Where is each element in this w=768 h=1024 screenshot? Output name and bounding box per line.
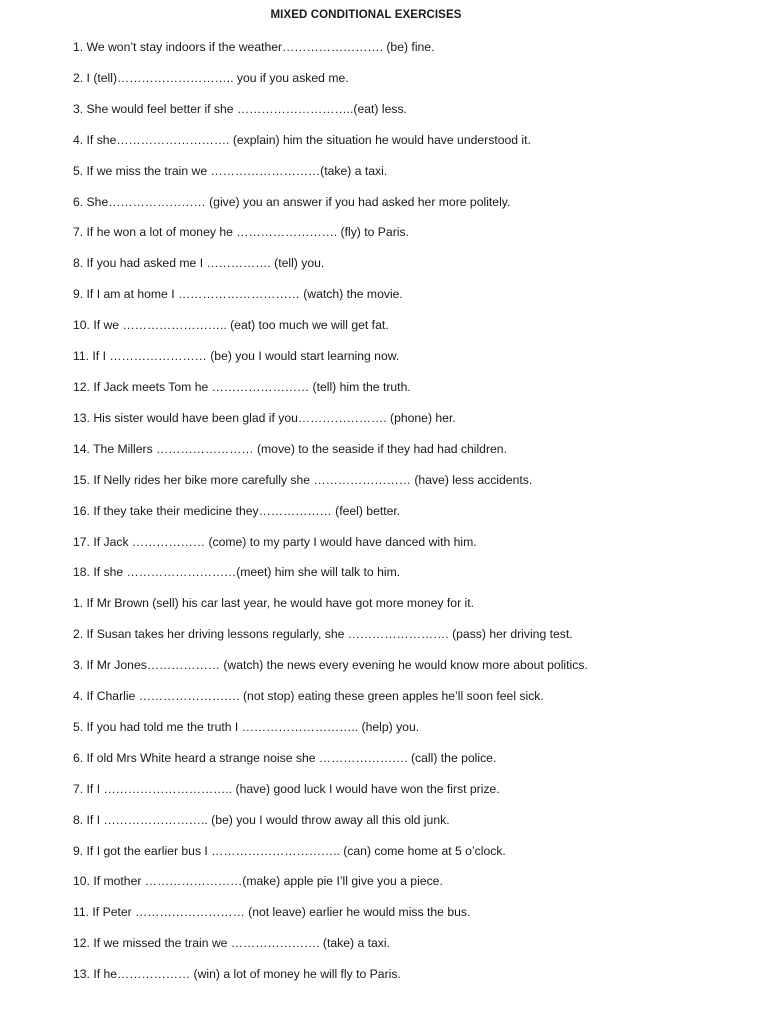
exercise-list [73, 39, 733, 997]
exercise-item: 12. If Jack meets Tom he …………………… (tell) him the truth. [73, 379, 411, 394]
exercise-item: 6. She…………………… (give) you an answer if you had asked her more politely. [73, 194, 511, 209]
exercise-item: 10. If we …………………….. (eat) too much we will get fat. [73, 318, 389, 333]
exercise-item: 8. If you had asked me I ……………. (tell) you. [73, 256, 325, 271]
exercise-item: 2. I (tell)……………………….. you if you asked me. [73, 70, 349, 85]
exercise-item: 3. If Mr Jones……………… (watch) the news every evening he would know more about politics. [73, 658, 588, 673]
exercise-item: 5. If you had told me the truth I ……………………….. (help) you. [73, 719, 420, 734]
exercise-item: 14. The Millers …………………… (move) to the seaside if they had had children. [73, 441, 507, 456]
exercise-item: 18. If she ………………………(meet) him she will talk to him. [73, 565, 401, 580]
exercise-item: 9. If I got the earlier bus I ………………………….. (can) come home at 5 o’clock. [73, 843, 506, 858]
exercise-item: 8. If I …………………….. (be) you I would throw away all this old junk. [73, 812, 450, 827]
exercise-item: 12. If we missed the train we …………………. (take) a taxi. [73, 936, 390, 951]
exercise-item: 9. If I am at home I ………………………… (watch) the movie. [73, 287, 403, 302]
exercise-item: 7. If he won a lot of money he ……………………. (fly) to Paris. [73, 225, 409, 240]
exercise-item: 4. If Charlie ……………………. (not stop) eating these green apples he’ll soon feel sick. [73, 689, 544, 704]
exercise-item: 13. If he……………… (win) a lot of money he will fly to Paris. [73, 967, 401, 982]
exercise-item: 4. If she………………………. (explain) him the situation he would have understood it. [73, 132, 531, 147]
exercise-item: 6. If old Mrs White heard a strange noise she …………………. (call) the police. [73, 750, 497, 765]
exercise-item: 11. If I …………………… (be) you I would start learning now. [73, 349, 400, 364]
exercise-item: 16. If they take their medicine they……………… (feel) better. [73, 503, 401, 518]
exercise-item: 7. If I ………………………….. (have) good luck I would have won the first prize. [73, 781, 500, 796]
exercise-item: 15. If Nelly rides her bike more carefully she …………………… (have) less accidents. [73, 472, 533, 487]
worksheet-title: MIXED CONDITIONAL EXERCISES [270, 9, 462, 21]
exercise-item: 1. We won’t stay indoors if the weather……………………. (be) fine. [73, 40, 435, 54]
exercise-item: 5. If we miss the train we ………………………(take) a taxi. [73, 163, 388, 178]
exercise-item: 11. If Peter ……………………… (not leave) earlier he would miss the bus. [73, 905, 471, 920]
exercise-item: 13. His sister would have been glad if you…………………. (phone) her. [73, 410, 456, 425]
exercise-item: 2. If Susan takes her driving lessons regularly, she ……………………. (pass) her driving test. [73, 627, 573, 642]
exercise-item: 10. If mother ……………………(make) apple pie I’ll give you a piece. [73, 874, 443, 889]
exercise-item: 17. If Jack ……………… (come) to my party I would have danced with him. [73, 534, 477, 549]
exercise-item: 3. She would feel better if she ………………………..(eat) less. [73, 101, 407, 116]
exercise-item: 1. If Mr Brown (sell) his car last year, he would have got more money for it. [73, 596, 474, 611]
